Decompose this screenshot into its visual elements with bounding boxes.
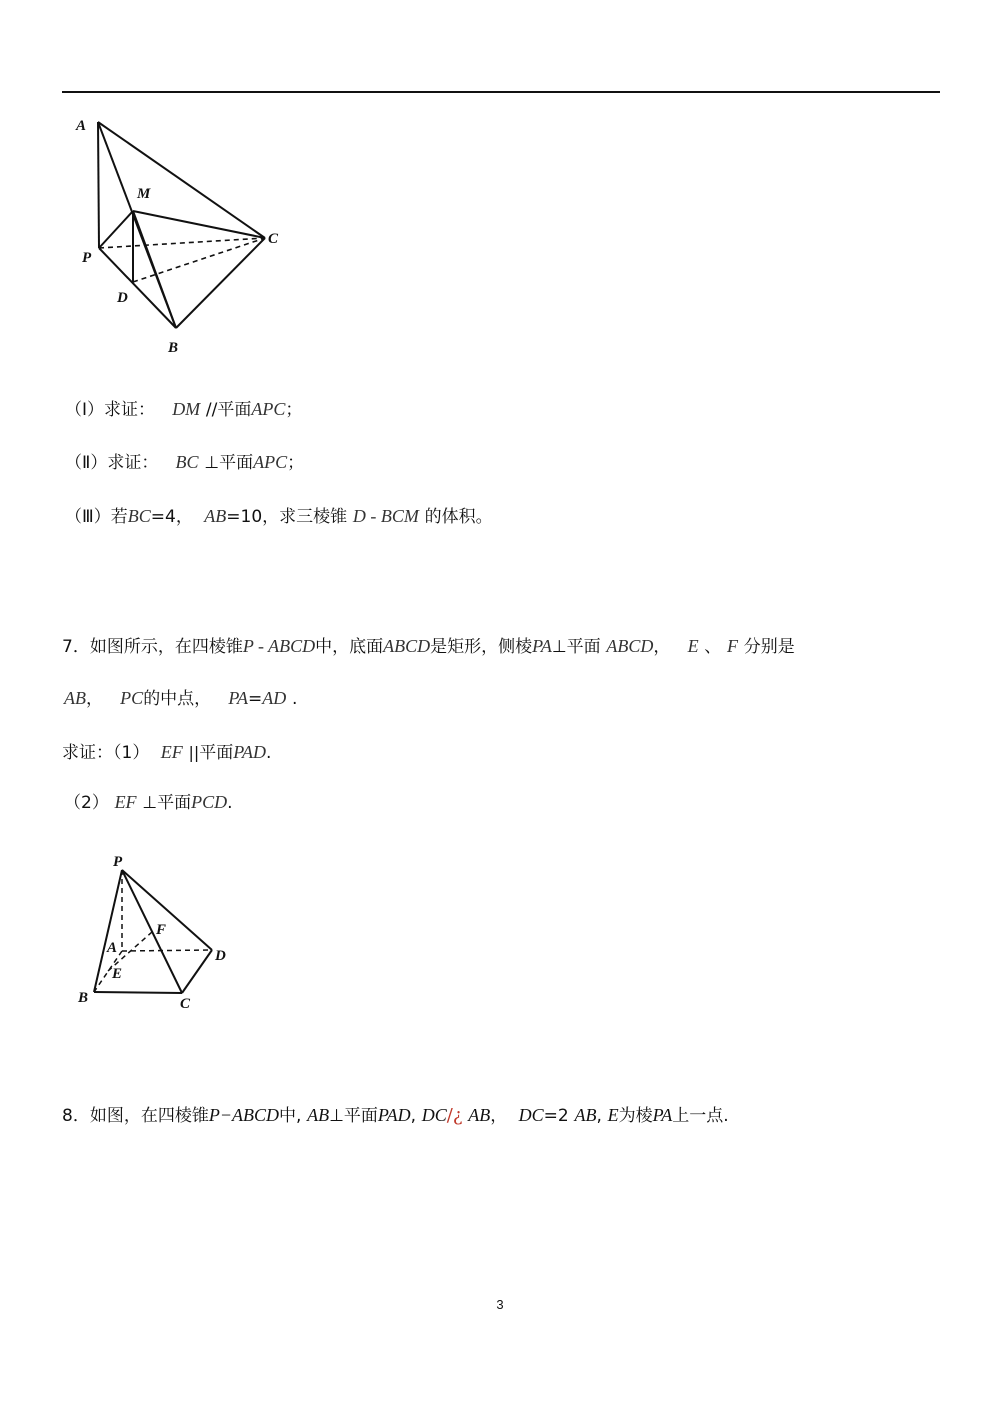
q6-part3 bbox=[65, 504, 493, 529]
page-number: 3 bbox=[496, 1297, 504, 1312]
q7-l1-t3: ⊥平面 bbox=[551, 637, 601, 657]
edge-AP bbox=[98, 122, 99, 248]
q7-l2-m3: PA bbox=[228, 688, 249, 708]
q7-l1-m1: P - ABCD bbox=[242, 636, 316, 656]
q7-line1 bbox=[62, 634, 795, 659]
label-F: F bbox=[156, 922, 167, 938]
q7-line4 bbox=[64, 790, 233, 815]
q6-part3-mid: ，求三棱锥 bbox=[262, 507, 348, 527]
label-C: C bbox=[180, 996, 191, 1012]
q7-l2-eq: = bbox=[248, 689, 263, 709]
q7-line2 bbox=[64, 686, 297, 711]
q6-part1-rel: //平面 bbox=[205, 400, 252, 420]
edge-PC bbox=[122, 870, 182, 993]
q7-number: 7．如图所示，在四棱锥 bbox=[62, 637, 243, 657]
q8-m4: DC bbox=[421, 1105, 447, 1125]
q7-l2-t2: 的中点， bbox=[143, 689, 212, 709]
q7-l3-end: . bbox=[265, 743, 272, 763]
q8-line bbox=[62, 1103, 729, 1128]
q7-l3-par: || bbox=[188, 743, 200, 762]
q7-l1-t4: ， bbox=[653, 637, 671, 657]
label-D: D bbox=[117, 290, 128, 306]
q7-l4-m1: EF bbox=[114, 792, 137, 812]
q6-part3-eq2: =10 bbox=[226, 507, 263, 527]
q8-t6: 为棱 bbox=[618, 1106, 653, 1126]
q8-m3: PAD bbox=[377, 1105, 411, 1125]
q8-m7: AB bbox=[574, 1105, 597, 1125]
q8-m2: AB bbox=[307, 1105, 330, 1125]
q7-l4-m2: PCD bbox=[191, 792, 228, 812]
q7-l1-t5: 、 bbox=[704, 637, 722, 657]
edge-AD-hidden bbox=[122, 950, 212, 951]
q6-part2-label: （Ⅱ）求证： bbox=[65, 453, 159, 473]
q7-l2-m2: PC bbox=[120, 688, 144, 708]
q6-part1-label: （Ⅰ）求证： bbox=[65, 400, 156, 420]
label-E: E bbox=[112, 966, 123, 982]
q7-l4-end: . bbox=[227, 793, 233, 813]
q6-part1-m1: DM bbox=[172, 399, 201, 419]
q7-line3 bbox=[62, 740, 271, 765]
q7-l1-m3: PA bbox=[532, 636, 552, 656]
q8-t2: ⊥平面 bbox=[329, 1106, 378, 1126]
q6-part2-m1: BC bbox=[175, 452, 199, 472]
label-C: C bbox=[268, 231, 279, 247]
q8-t4: ， bbox=[490, 1106, 508, 1126]
q6-part3-m2: AB bbox=[204, 506, 227, 526]
q6-part2 bbox=[65, 450, 304, 475]
q8-m9: PA bbox=[652, 1105, 673, 1125]
q7-l3-t: 平面 bbox=[199, 743, 234, 763]
q7-l1-m2: ABCD bbox=[383, 636, 431, 656]
q7-l1-m4: ABCD bbox=[606, 636, 654, 656]
edge-PD bbox=[122, 870, 212, 950]
label-A: A bbox=[107, 940, 118, 956]
q8-t5: , bbox=[596, 1106, 602, 1126]
q7-l1-m5: E bbox=[687, 636, 699, 656]
q6-part1-end: ； bbox=[285, 400, 303, 420]
figure-tetrahedron bbox=[70, 110, 300, 360]
label-A: A bbox=[76, 118, 87, 134]
edge-BC bbox=[94, 992, 182, 993]
q6-part1-m2: APC bbox=[251, 399, 286, 419]
label-M: M bbox=[137, 186, 151, 202]
q8-m8: E bbox=[607, 1105, 619, 1125]
q7-l2-m4: AD bbox=[262, 688, 287, 708]
q8-eq: =2 bbox=[543, 1106, 569, 1126]
q6-part1 bbox=[65, 397, 302, 422]
q8-t1: 中, bbox=[278, 1106, 302, 1126]
q7-l4-rel: ⊥平面 bbox=[142, 793, 192, 813]
label-D: D bbox=[215, 948, 226, 964]
q8-m5: AB bbox=[468, 1105, 491, 1125]
q7-l1-t2: 是矩形，侧棱 bbox=[430, 637, 533, 657]
q8-t3: , bbox=[410, 1106, 416, 1126]
edge-DC-hidden bbox=[133, 238, 265, 282]
q6-part3-sep: ， bbox=[175, 507, 193, 527]
q6-part3-m1: BC bbox=[127, 506, 151, 526]
q8-number: 8．如图，在四棱锥 bbox=[62, 1106, 209, 1126]
edge-CD bbox=[182, 950, 212, 993]
edge-BC bbox=[176, 238, 265, 328]
edge-PB bbox=[99, 248, 176, 328]
edge-PM bbox=[99, 211, 133, 248]
q8-m6: DC bbox=[518, 1105, 544, 1125]
q6-part3-m3: D - BCM bbox=[352, 506, 419, 526]
q7-l3-m2: PAD bbox=[233, 742, 266, 762]
q7-l1-m6: F bbox=[727, 636, 739, 656]
q6-part3-end: 的体积。 bbox=[424, 507, 493, 527]
q6-part2-rel: ⊥平面 bbox=[204, 453, 254, 473]
q7-l2-end: . bbox=[292, 689, 298, 709]
q6-part2-m2: APC bbox=[253, 452, 288, 472]
label-B: B bbox=[78, 990, 89, 1006]
q6-part3-eq1: =4 bbox=[150, 507, 176, 527]
q7-l1-t6: 分别是 bbox=[743, 637, 795, 657]
label-P: P bbox=[82, 250, 92, 266]
label-P: P bbox=[113, 854, 123, 870]
label-B: B bbox=[168, 340, 179, 356]
q8-sym: /¿ bbox=[446, 1105, 463, 1126]
q6-part2-end: ； bbox=[287, 453, 305, 473]
q7-l1-t1: 中，底面 bbox=[315, 637, 384, 657]
header-rule bbox=[62, 91, 940, 93]
q7-l2-t1: ， bbox=[86, 689, 103, 709]
q7-l3-label: 求证：（1） bbox=[62, 743, 150, 763]
q8-t7: 上一点. bbox=[672, 1106, 729, 1126]
q8-m1: P−ABCD bbox=[208, 1105, 279, 1125]
q7-l2-m1: AB bbox=[64, 688, 86, 708]
figure-pyramid bbox=[70, 850, 250, 1020]
q6-part3-label: （Ⅲ）若 bbox=[65, 507, 128, 527]
q7-l4-label: （2） bbox=[64, 793, 109, 813]
q7-l3-m1: EF bbox=[160, 742, 183, 762]
